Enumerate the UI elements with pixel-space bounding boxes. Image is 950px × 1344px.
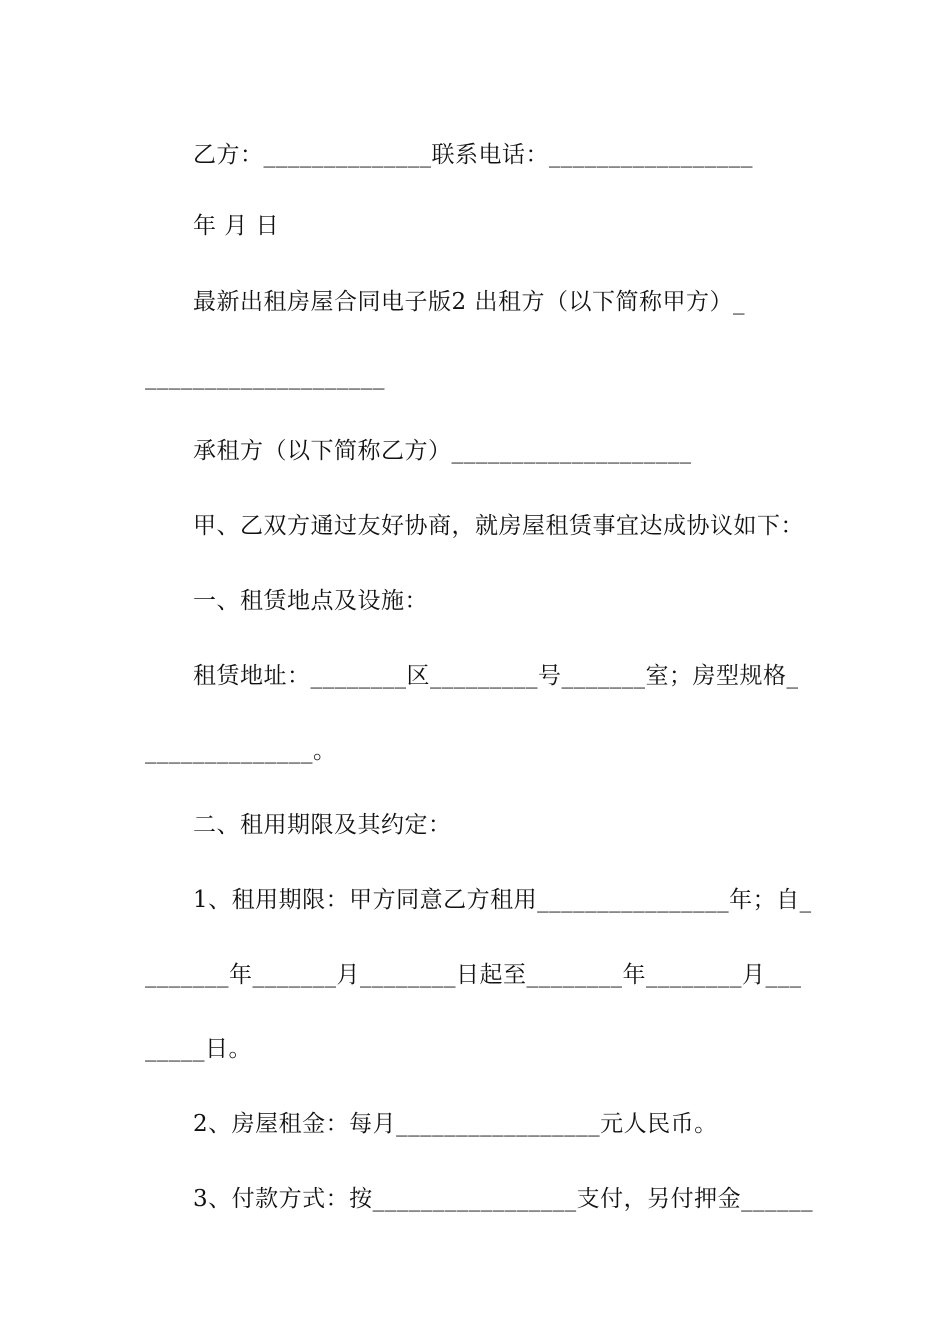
section-two-heading: 二、租用期限及其约定： — [193, 812, 452, 838]
section-one-heading: 一、租赁地点及设施： — [193, 588, 428, 614]
agreement-intro-line: 甲、乙双方通过友好协商，就房屋租赁事宜达成协议如下： — [193, 513, 804, 539]
lease-end-day-line: _____日。 — [145, 1036, 252, 1062]
lessor-blank-line: ____________________ — [145, 364, 385, 390]
lease-address-line: 租赁地址：________区_________号_______室；房型规格_ — [193, 663, 799, 689]
date-line: 年 月 日 — [193, 213, 280, 239]
lessee-line: 承租方（以下简称乙方）____________________ — [193, 438, 692, 464]
party-b-contact-line: 乙方：______________联系电话：_________________ — [193, 142, 753, 168]
contract-title-lessor-line: 最新出租房屋合同电子版2 出租方（以下简称甲方）_ — [193, 289, 745, 315]
room-type-blank-line: ______________。 — [145, 738, 337, 764]
lease-term-line: 1、租用期限：甲方同意乙方租用________________年；自_ — [193, 887, 812, 913]
rent-line: 2、房屋租金：每月_________________元人民币。 — [193, 1111, 718, 1137]
lease-dates-line: _______年_______月________日起至________年________月___ — [145, 962, 802, 988]
payment-method-line: 3、付款方式：按_________________支付，另付押金______ — [193, 1186, 814, 1212]
